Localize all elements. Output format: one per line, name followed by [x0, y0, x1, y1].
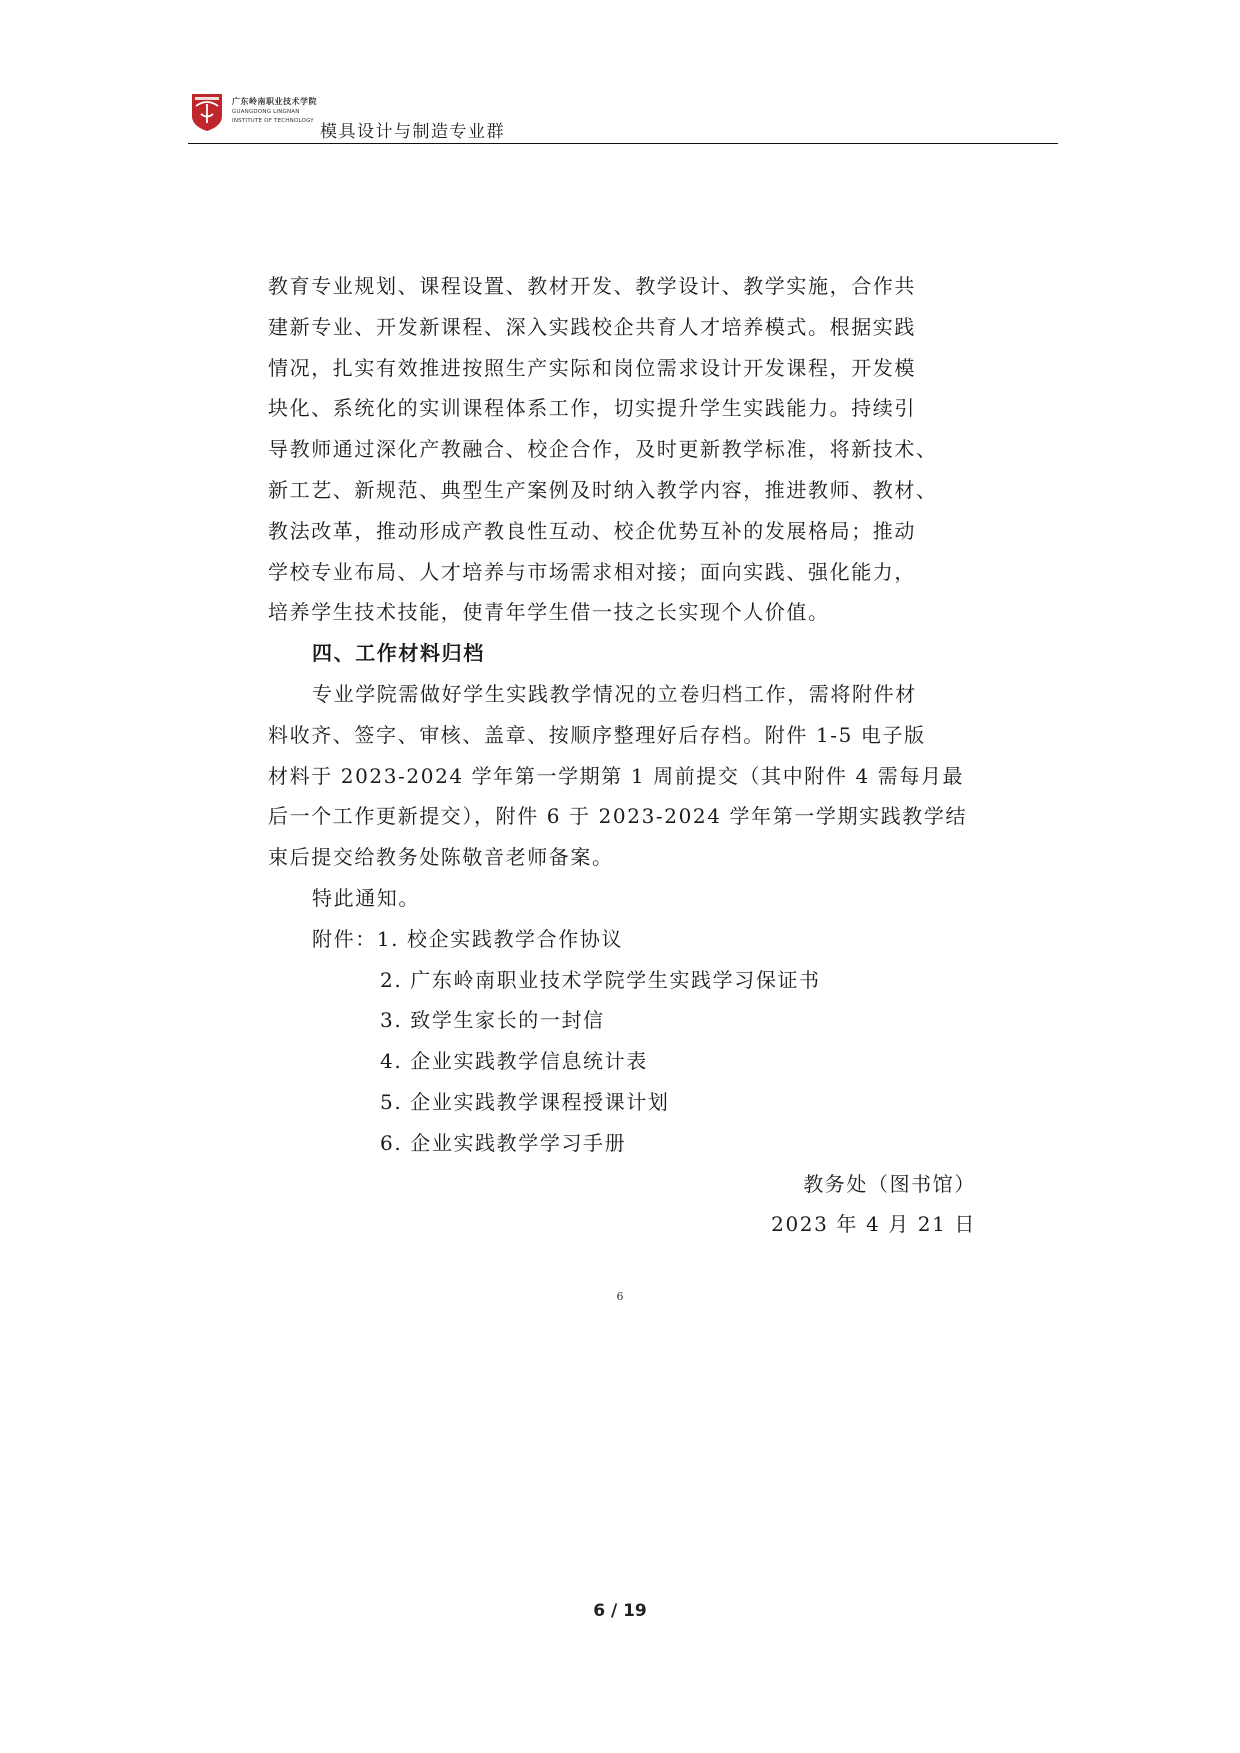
signature-office: 教务处（图书馆）	[803, 1171, 976, 1196]
paragraph-1-line: 教育专业规划、课程设置、教材开发、教学设计、教学实施，合作共	[268, 274, 916, 298]
attachment-item: 3. 致学生家长的一封信	[380, 1008, 605, 1033]
page-header	[0, 0, 1240, 150]
paragraph-1-line: 块化、系统化的实训课程体系工作，切实提升学生实践能力。持续引	[268, 396, 916, 421]
paragraph-1-line: 学校专业布局、人才培养与市场需求相对接；面向实践、强化能力，	[268, 559, 916, 584]
document-body	[268, 266, 980, 1245]
attachments-label: 附件：	[312, 926, 377, 951]
paragraph-1-line: 导教师通过深化产教融合、校企合作，及时更新教学标准，将新技术、	[268, 437, 938, 462]
paragraph-2-line: 料收齐、签字、审核、盖章、按顺序整理好后存档。附件 1-5 电子版	[268, 722, 926, 747]
institute-logo-text	[232, 96, 317, 125]
institute-logo-icon	[190, 92, 224, 132]
notice-text: 特此通知。	[312, 885, 420, 910]
paragraph-1-line: 培养学生技术技能，使青年学生借一技之长实现个人价值。	[268, 600, 830, 625]
page-footer-counter: 6 / 19	[593, 1601, 647, 1621]
paragraph-2-line: 束后提交给教务处陈敬音老师备案。	[268, 845, 614, 870]
attachment-item: 6. 企业实践教学学习手册	[380, 1130, 627, 1155]
header-divider	[188, 143, 1058, 144]
paragraph-1-line: 情况，扎实有效推进按照生产实际和岗位需求设计开发课程，开发模	[268, 355, 916, 380]
paragraph-1-line: 新工艺、新规范、典型生产案例及时纳入教学内容，推进教师、教材、	[268, 477, 938, 502]
paragraph-2-line: 专业学院需做好学生实践教学情况的立卷归档工作，需将附件材	[312, 681, 917, 706]
signature-date: 2023 年 4 月 21 日	[771, 1212, 976, 1237]
attachment-item: 1. 校企实践教学合作协议	[376, 926, 624, 951]
paragraph-1-line: 建新专业、开发新课程、深入实践校企共育人才培养模式。根据实践	[268, 314, 916, 339]
section-heading: 四、工作材料归档	[312, 641, 485, 666]
logo-name-en-2: INSTITUTE OF TECHNOLOGY	[232, 118, 314, 124]
paragraph-1-line: 教法改革，推动形成产教良性互动、校企优势互补的发展格局；推动	[268, 518, 916, 543]
attachment-item: 2. 广东岭南职业技术学院学生实践学习保证书	[380, 967, 821, 992]
paragraph-2-line: 材料于 2023-2024 学年第一学期第 1 周前提交（其中附件 4 需每月最	[268, 763, 965, 788]
logo-name-cn: 广东岭南职业技术学院	[232, 97, 317, 106]
inline-page-number: 6	[616, 1290, 624, 1303]
logo-name-en-1: GUANGDONG LINGNAN	[232, 109, 300, 115]
attachment-first-line	[268, 919, 980, 960]
paragraph-2-line: 后一个工作更新提交），附件 6 于 2023-2024 学年第一学期实践教学结	[268, 804, 968, 829]
header-title: 模具设计与制造专业群	[320, 122, 505, 142]
attachment-item: 5. 企业实践教学课程授课计划	[380, 1089, 670, 1114]
attachment-item: 4. 企业实践教学信息统计表	[380, 1049, 648, 1074]
